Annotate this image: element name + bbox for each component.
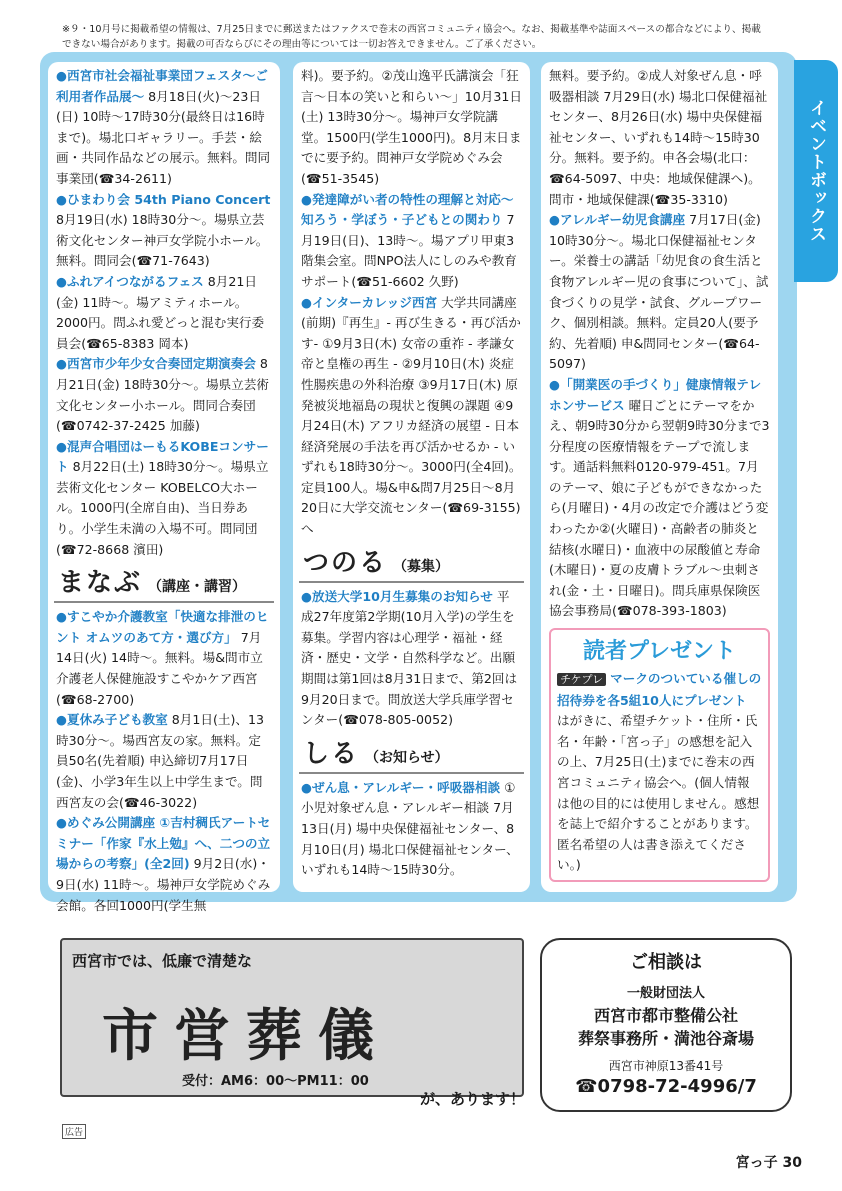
section-subtitle: （講座・講習） [148, 579, 247, 596]
present-lead-text: マークのついている催しの招待券を各5組10人にプレゼント [557, 671, 762, 708]
event-title: ●西宮市少年少女合奏団定期演奏会 [56, 356, 256, 372]
event-title: ●夏休み子ども教室 [56, 712, 168, 728]
event-entry [301, 587, 522, 731]
section-manabu [54, 562, 274, 603]
ad-area [40, 918, 796, 1118]
section-title: しる [303, 738, 360, 769]
present-lead [557, 669, 762, 711]
section-title: つのる [303, 547, 388, 578]
event-entry [301, 66, 522, 190]
event-entry [549, 66, 770, 210]
event-body: 大学共同講座(前期)『再生』- 再び生きる・再び活かす- ①9月3日(木) 女帝の重祚 - 孝謙女帝と皇権の再生 - ②9月10日(木) 炎症性腸疾患の外科治療 ③9月17日(木) 原発被災地福島の現状と復興の課題 ④9月24日(木) アフリカ経済の展望 - 日本経済発展の手法を再び活かせるか - いずれも18時30分〜。3000円(全4回)。定員100人。場&申&問7月25日〜8月20日に大学交流センター(☎69-3155)へ [301, 294, 522, 537]
consult-office: 葬祭事務所・満池谷斎場 [577, 1029, 754, 1048]
section-tsunoru [299, 542, 524, 583]
event-title: ●アレルギー幼児食講座 [549, 212, 686, 228]
event-title: ●めぐみ公開講座 ①吉村稠氏アートセミナー「作家『水上勉』へ、二つの立場からの考察」(全2回) [56, 815, 271, 872]
event-title: ●ぜん息・アレルギー・呼吸器相談 [301, 779, 501, 795]
ad-top-text: 西宮市では、低廉で清楚な [72, 952, 253, 970]
event-entry [301, 293, 522, 540]
notice-text: ※９・10月号に掲載希望の情報は、7月25日までに郵送またはファクスで巻末の西宮コミュニティ協会へ。なお、掲載基準や誌面スペースの都合などにより、掲載できない場合があります。掲載の可否ならびにその理由等については一切お答えできません。ご了承ください。 [62, 24, 761, 50]
event-body: 8月19日(水) 18時30分〜。場県立芸術文化センター神戸女学院小ホール。無料。問同会(☎71-7643) [56, 212, 269, 269]
section-shiru [299, 733, 524, 774]
event-title: ●放送大学10月生募集のお知らせ [301, 588, 493, 604]
present-title: 読者プレゼント [582, 639, 737, 665]
event-body: 8月21日(金) 18時30分〜。場県立芸術文化センター小ホール。問同合奏団(☎0742-37-2425 加藤) [56, 356, 270, 434]
present-body: はがきに、希望チケット・住所・氏名・年齢・「宮っ子」の感想を記入の上、7月25日(土)までに巻末の西宮コミュニティ協会へ。(個人情報は他の目的には使用しません。感想を誌上で紹介することがあります。匿名希望の人は書き添えてください。) [557, 713, 760, 873]
event-body: 7月17日(金) 10時30分〜。場北口保健福祉センター。栄養士の講話「幼児食の食生活と食物アレルギー児の食事について」、試食づくりの見学・試食、グループワーク、個別相談。無料。定員20人(要予約、先着順) 申&問同センター(☎64-5097) [549, 212, 769, 372]
event-entry [56, 272, 272, 354]
consult-org-name: 西宮市都市整備公社 [593, 1006, 738, 1025]
event-entry [56, 66, 272, 190]
event-entry [549, 210, 770, 375]
section-subtitle: （お知らせ） [365, 749, 449, 766]
event-body: 8月18日(火)〜23日(日) 10時〜17時30分(最終日は16時まで)。場北口ギャラリー。手芸・絵画・共同作品などの展示。無料。問同事業団(☎34-2611) [56, 88, 271, 186]
event-body: 9月2日(水)・9日(水) 11時〜。場神戸女学院めぐみ会館。各回1000円(学生無 [56, 856, 271, 913]
event-entry [56, 813, 272, 916]
event-body: 曜日ごとにテーマをかえ、朝9時30分から翌朝9時30分まで3分程度の医療情報をテープで流します。通話料無料0120-979-451。7月のテーマ、娘に子どもができなかったら(月曜日)・4月の改定で介護はどう変わったか②(火曜日)・高齢者の肺炎と結核(水曜日)・血液中の尿酸値と寿命(木曜日)・夏の皮膚トラブル〜虫刺され(金・土・日曜日)。問兵庫県保険医協会事務局(☎078-393-1803) [549, 397, 770, 619]
consult-title: ご相談は [630, 952, 702, 973]
column-3 [541, 62, 778, 892]
section-subtitle: （募集） [393, 558, 450, 575]
event-title: ●インターカレッジ西宮 [301, 294, 438, 310]
event-entry [56, 710, 272, 813]
event-entry [56, 190, 272, 272]
event-title: ●混声合唱団はーもるKOBEコンサート [56, 438, 269, 475]
consult-address: 西宮市神原13番41号 [608, 1059, 724, 1073]
event-body: 料)。要予約。②茂山逸平氏講演会「狂言〜日本の笑いと和らい〜」10月31日(土) 13時30分〜。場神戸女学院講堂。1500円(学生1000円)。8月末日までに要予約。問神戸女学院めぐみ会(☎51-3545) [301, 68, 522, 186]
event-body: 平成27年度第2学期(10月入学)の学生を募集。学習内容は心理学・福祉・経済・歴史・文学・自然科学など。出願期間は第1回は8月31日まで、第2回は9月20日まで。問放送大学兵庫学習センター(☎078-805-0052) [301, 588, 518, 728]
page-footer: 宮っ子 30 [735, 1155, 802, 1171]
section-title: まなぶ [58, 568, 143, 599]
event-title: ●すこやか介護教室「快適な排泄のヒント オムツのあて方・選び方」 [56, 609, 269, 645]
event-entry [301, 190, 522, 293]
event-body: 8月22日(土) 18時30分〜。場県立芸術文化センター KOBELCO大ホール。1000円(全席自由)、当日券あり。小学生未満の入場不可。問同団(☎72-8668 濱田) [56, 459, 269, 557]
event-entry [56, 354, 272, 436]
event-body: 7月14日(火) 14時〜。無料。場&問市立介護老人保健施設すこやかケア西宮(☎68-2700) [56, 629, 263, 707]
column-2 [293, 62, 530, 892]
event-body: 7月19日(日)、13時〜。場アプリ甲東3階集会室。問NPO法人にしのみや教育サポート(☎51-6602 久野) [301, 212, 517, 289]
reader-present-box [549, 628, 770, 882]
event-body: 無料。要予約。②成人対象ぜん息・呼吸器相談 7月29日(水) 場北口保健福祉センター、8月26日(水) 場中央保健福祉センター、いずれも14時〜15時30分。無料。要予約。申各会場(北口：☎64-5097、中央：地域保健課へ)。問市・地域保健課(☎35-3310) [549, 68, 768, 207]
column-1 [48, 62, 280, 913]
ad-tail-text: が、あります！ [420, 1090, 526, 1108]
event-entry [549, 375, 770, 622]
event-body: 8月21日(金) 11時〜。場アミティホール。2000円。問ふれ愛どっと混む実行委員会(☎65-8383 岡本) [56, 273, 265, 351]
event-entry [56, 607, 272, 710]
ad-hours: 受付：AM6：00〜PM11：00 [182, 1074, 369, 1089]
consult-box [540, 938, 792, 1112]
event-title: ●「開業医の手づくり」健康情報テレホンサービス [549, 376, 762, 413]
event-box-tab: イベントボックス [794, 60, 838, 282]
event-title: ●ひまわり会 54th Piano Concert [56, 191, 271, 207]
event-title: ●発達障がい者の特性の理解と対応〜知ろう・学ぼう・子どもとの関わり [301, 191, 514, 228]
event-body: 8月1日(土)、13時30分〜。場西宮友の家。無料。定員50名(先着順) 申込締切7月17日(金)、小学3年生以上中学生まで。問西宮友の会(☎46-3022) [56, 712, 265, 810]
event-entry [301, 778, 522, 881]
consult-org-type: 一般財団法人 [626, 986, 705, 1001]
event-entry [56, 437, 272, 561]
ticket-badge: チケプレ [557, 673, 606, 686]
event-title: ●ふれアイつながるフェス [56, 273, 204, 289]
ad-headline: 市営葬儀 [102, 1004, 390, 1069]
event-title: ●西宮市社会福祉事業団フェスタ〜ご利用者作品展〜 [56, 68, 268, 104]
consult-phone: ☎0798-72-4996/7 [575, 1076, 757, 1097]
ad-banner [60, 938, 524, 1097]
event-body: ①小児対象ぜん息・アレルギー相談 7月13日(月) 場中央保健福祉センター、8月10日(月) 場北口保健福祉センター、いずれも14時〜15時30分。 [301, 779, 519, 878]
ad-label: 広告 [62, 1124, 86, 1139]
